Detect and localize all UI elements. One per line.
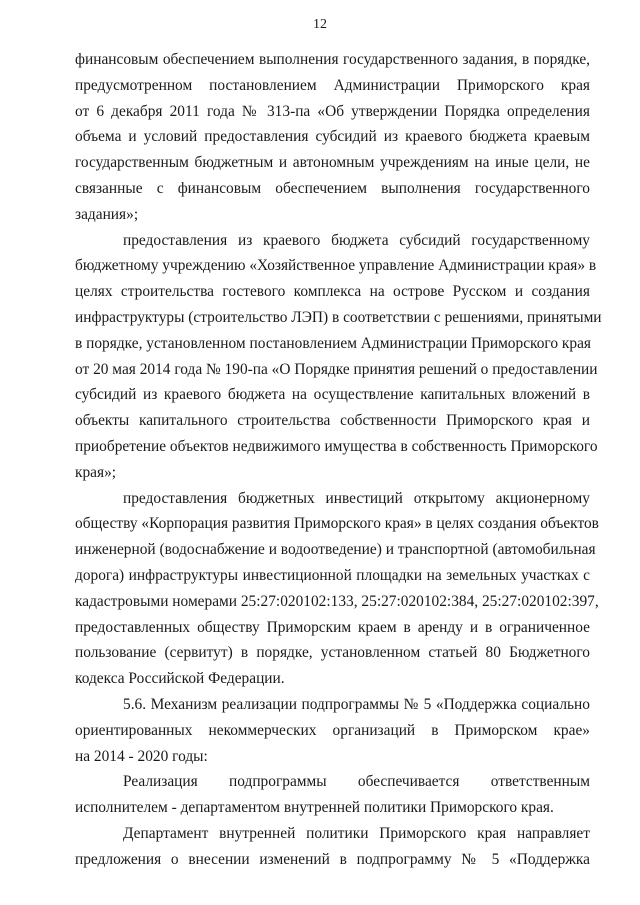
text-line: обществу «Корпорация развития Приморского края» в целях создания объектов bbox=[75, 515, 599, 533]
text-line: объекты капитального строительства собственности Приморского края и bbox=[75, 412, 590, 430]
text-line: Департамент внутренней политики Приморского края направляет bbox=[123, 824, 590, 842]
text-line: предоставления бюджетных инвестиций открытому акционерному bbox=[123, 489, 590, 507]
text-line: пользование (сервитут) в порядке, установленном статьей 80 Бюджетного bbox=[75, 644, 590, 662]
text-line: кадастровыми номерами 25:27:020102:133, 25:27:020102:384, 25:27:020102:397, bbox=[75, 592, 599, 610]
text-line: предоставленных обществу Приморским краем в аренду и в ограниченное bbox=[75, 618, 590, 636]
text-line: предоставления из краевого бюджета субсидий государственному bbox=[123, 231, 590, 249]
text-line: инженерной (водоснабжение и водоотведение) и транспортной (автомобильная bbox=[75, 541, 596, 559]
text-line: от 6 декабря 2011 года № 313-па «Об утверждении Порядка определения bbox=[75, 102, 590, 120]
text-line: объема и условий предоставления субсидий из краевого бюджета краевым bbox=[75, 128, 590, 146]
text-line: на 2014 - 2020 годы: bbox=[75, 747, 208, 765]
text-line: бюджетному учреждению «Хозяйственное управление Администрации края» в bbox=[75, 257, 597, 275]
text-line: дорога) инфраструктуры инвестиционной площадки на земельных участках с bbox=[75, 566, 590, 584]
text-line: в порядке, установленном постановлением Администрации Приморского края bbox=[75, 334, 591, 352]
paragraph bbox=[75, 228, 602, 486]
text-line: финансовым обеспечением выполнения государственного задания, в порядке, bbox=[75, 51, 590, 68]
paragraph bbox=[75, 769, 590, 821]
document-body bbox=[75, 47, 602, 873]
text-line: от 20 мая 2014 года № 190-па «О Порядке принятия решений о предоставлении bbox=[75, 360, 598, 378]
text-line: исполнителем - департаментом внутренней политики Приморского края. bbox=[75, 799, 554, 817]
paragraph bbox=[75, 486, 599, 692]
text-line: задания»; bbox=[75, 205, 139, 223]
text-line: государственным бюджетным и автономным учреждениям на иные цели, не bbox=[75, 154, 590, 172]
paragraph bbox=[75, 692, 590, 769]
text-line: связанные с финансовым обеспечением выполнения государственного bbox=[75, 179, 590, 197]
text-line: ориентированных некоммерческих организаций в Приморском крае» bbox=[75, 721, 590, 739]
text-line: кодекса Российской Федерации. bbox=[75, 670, 285, 688]
text-line: субсидий из краевого бюджета на осуществление капитальных вложений в bbox=[75, 386, 590, 404]
paragraph bbox=[75, 821, 590, 873]
text-line: 5.6. Механизм реализации подпрограммы № 5 «Поддержка социально bbox=[123, 695, 590, 713]
text-line: инфраструктуры (строительство ЛЭП) в соответствии с решениями, принятыми bbox=[75, 308, 602, 326]
text-line: приобретение объектов недвижимого имущества в собственность Приморского bbox=[75, 437, 598, 455]
paragraph bbox=[75, 47, 590, 228]
text-line: предусмотренном постановлением Администрации Приморского края bbox=[75, 76, 590, 94]
text-line: целях строительства гостевого комплекса на острове Русском и создания bbox=[75, 283, 590, 301]
text-line: Реализация подпрограммы обеспечивается ответственным bbox=[123, 773, 590, 791]
page-number: 12 bbox=[313, 17, 327, 32]
text-line: предложения о внесении изменений в подпрограмму № 5 «Поддержка bbox=[75, 850, 590, 868]
text-line: края»; bbox=[75, 463, 117, 481]
